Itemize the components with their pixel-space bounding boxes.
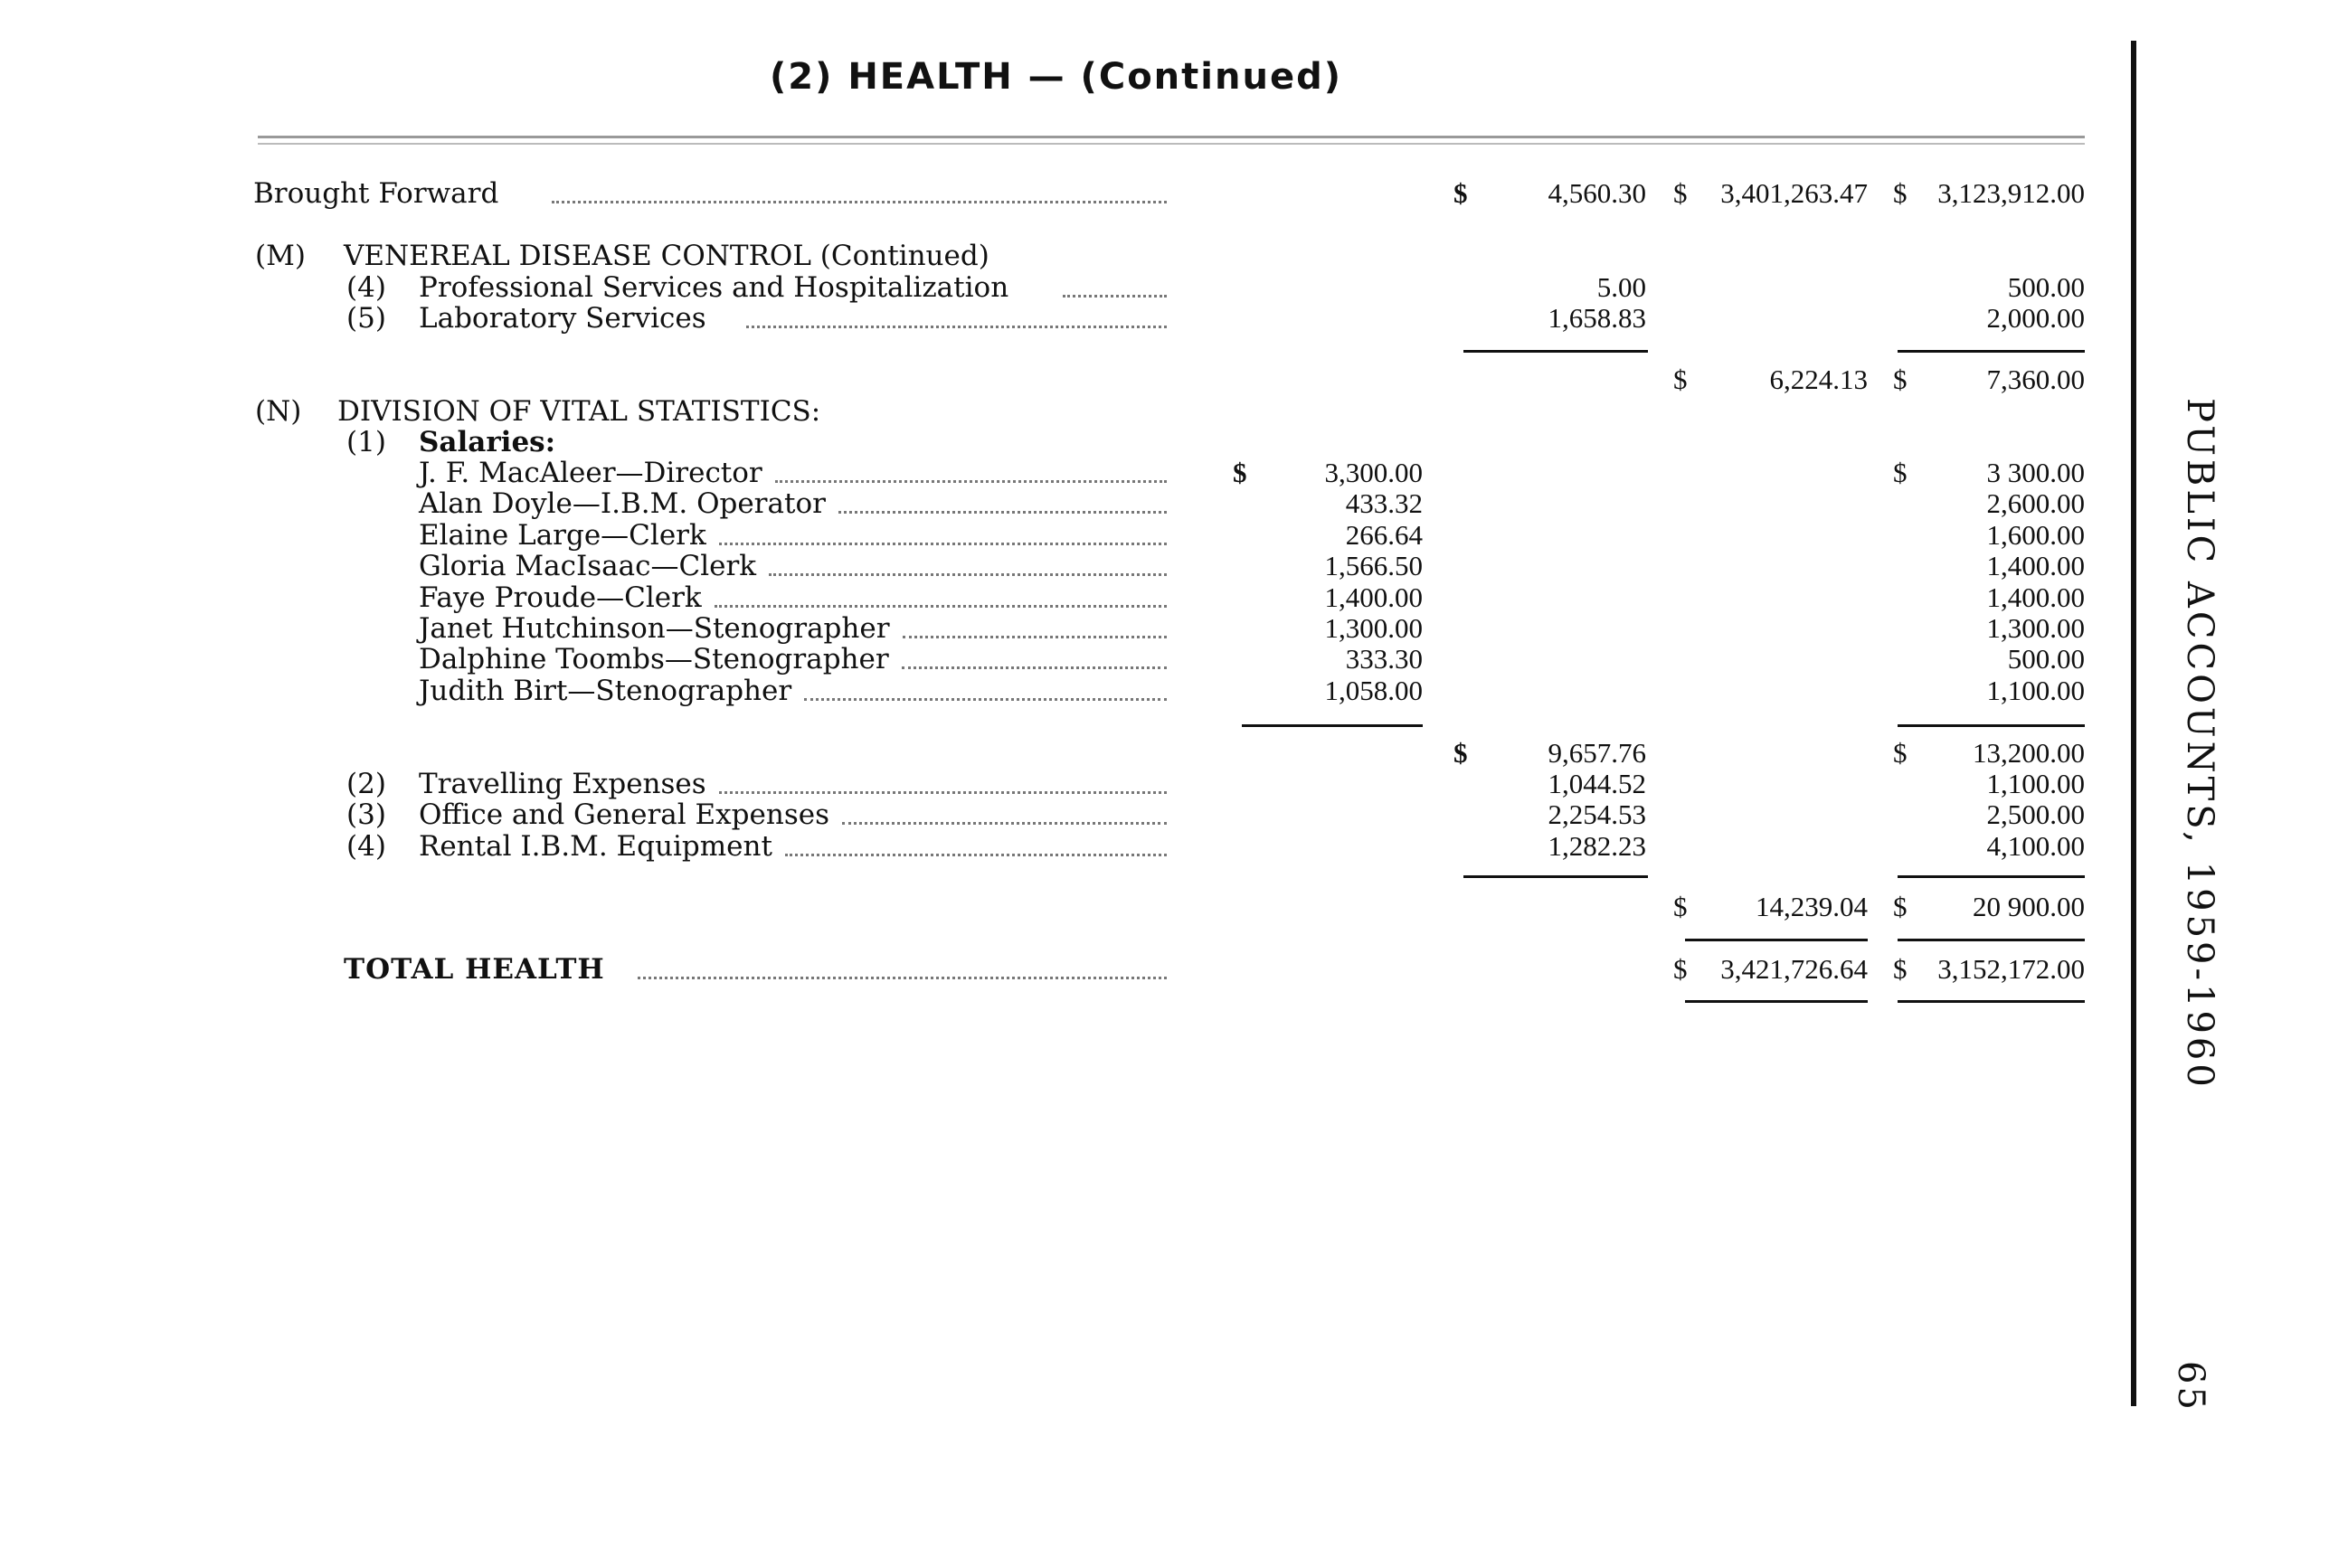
- leader-dots: [769, 573, 1167, 576]
- item-number: (4): [346, 271, 386, 304]
- total-label: TOTAL HEALTH: [344, 953, 605, 986]
- item-number: (1): [346, 426, 386, 458]
- salary-estimate-amount: 1,100.00: [1986, 675, 2085, 706]
- currency-sign: $: [1893, 953, 1908, 985]
- salary-estimate-amount: 1,400.00: [1986, 550, 2085, 581]
- amount: 3,152,172.00: [1937, 953, 2085, 985]
- leader-dots: [746, 326, 1167, 328]
- amount: 4,100.00: [1986, 830, 2085, 862]
- item-number: (4): [346, 830, 386, 863]
- total-double-rule: [1898, 1000, 2085, 1003]
- currency-sign: $: [1673, 364, 1688, 395]
- leader-dots: [903, 636, 1167, 638]
- page-number: 65: [2170, 1361, 2211, 1412]
- staff-name: Dalphine Toombs—Stenographer: [419, 643, 889, 675]
- currency-sign: $: [1893, 737, 1908, 769]
- salary-estimate-amount: 1,600.00: [1986, 519, 2085, 551]
- salary-estimate-amount: 1,300.00: [1986, 612, 2085, 644]
- staff-name: Gloria MacIsaac—Clerk: [419, 550, 757, 582]
- leader-dots: [1063, 295, 1167, 298]
- amount: 1,100.00: [1986, 768, 2085, 799]
- total-rule: [1898, 939, 2085, 941]
- amount: 6,224.13: [1769, 364, 1868, 395]
- currency-sign: $: [1673, 953, 1688, 985]
- leader-dots: [838, 511, 1167, 514]
- salaries-rule: [1898, 724, 2085, 727]
- header-rule-2: [258, 143, 2085, 145]
- item-number: (5): [346, 302, 386, 335]
- subtotal-rule: [1463, 875, 1648, 878]
- item-label: Professional Services and Hospitalization: [419, 271, 1009, 304]
- amount: 1,658.83: [1548, 302, 1646, 334]
- amount: 3,123,912.00: [1937, 177, 2085, 209]
- staff-name: Elaine Large—Clerk: [419, 519, 706, 552]
- staff-name: Judith Birt—Stenographer: [419, 675, 792, 707]
- total-rule: [1685, 939, 1868, 941]
- amount: 14,239.04: [1756, 891, 1868, 922]
- amount: 2,500.00: [1986, 798, 2085, 830]
- section-heading: VENEREAL DISEASE CONTROL (Continued): [344, 240, 989, 272]
- amount: 7,360.00: [1986, 364, 2085, 395]
- currency-sign: $: [1453, 177, 1468, 209]
- salary-paid-amount: 1,058.00: [1324, 675, 1423, 706]
- salary-estimate-amount: 2,600.00: [1986, 487, 2085, 519]
- salary-paid-amount: 333.30: [1345, 643, 1423, 675]
- subtotal-rule: [1898, 875, 2085, 878]
- amount: 20 900.00: [1973, 891, 2085, 922]
- amount: 3,401,263.47: [1720, 177, 1868, 209]
- leader-dots: [804, 698, 1167, 701]
- section-code: (M): [255, 240, 306, 272]
- staff-name: Janet Hutchinson—Stenographer: [419, 612, 890, 645]
- item-number: (2): [346, 768, 386, 800]
- leader-dots: [552, 201, 1167, 203]
- salary-estimate-amount: 1,400.00: [1986, 581, 2085, 613]
- currency-sign: $: [1893, 177, 1908, 209]
- currency-sign: $: [1233, 457, 1247, 488]
- currency-sign: $: [1893, 457, 1908, 488]
- salary-estimate-amount: 3 300.00: [1986, 457, 2085, 488]
- salary-paid-amount: 3,300.00: [1324, 457, 1423, 488]
- margin-bar: [2131, 41, 2136, 1406]
- item-label: Office and General Expenses: [419, 798, 829, 831]
- currency-sign: $: [1453, 737, 1468, 769]
- salary-paid-amount: 1,566.50: [1324, 550, 1423, 581]
- item-label: Laboratory Services: [419, 302, 706, 335]
- salaries-label: Salaries:: [419, 426, 556, 458]
- staff-name: J. F. MacAleer—Director: [419, 457, 762, 489]
- amount: 13,200.00: [1973, 737, 2085, 769]
- amount: 2,000.00: [1986, 302, 2085, 334]
- staff-name: Alan Doyle—I.B.M. Operator: [419, 487, 826, 520]
- currency-sign: $: [1673, 177, 1688, 209]
- header-rule: [258, 136, 2085, 138]
- salaries-rule: [1242, 724, 1423, 727]
- amount: 500.00: [2007, 271, 2085, 303]
- item-label: Rental I.B.M. Equipment: [419, 830, 772, 863]
- salary-paid-amount: 433.32: [1345, 487, 1423, 519]
- currency-sign: $: [1893, 891, 1908, 922]
- subtotal-rule: [1898, 350, 2085, 353]
- staff-name: Faye Proude—Clerk: [419, 581, 702, 614]
- salary-estimate-amount: 500.00: [2007, 643, 2085, 675]
- total-double-rule: [1685, 1000, 1868, 1003]
- amount: 1,282.23: [1548, 830, 1646, 862]
- leader-dots: [719, 791, 1167, 794]
- leader-dots: [785, 854, 1167, 856]
- currency-sign: $: [1673, 891, 1688, 922]
- amount: 5.00: [1596, 271, 1646, 303]
- currency-sign: $: [1893, 364, 1908, 395]
- salary-paid-amount: 1,300.00: [1324, 612, 1423, 644]
- subtotal-rule: [1463, 350, 1648, 353]
- leader-dots: [775, 480, 1167, 483]
- side-running-title: PUBLIC ACCOUNTS, 1959-1960: [2179, 398, 2220, 1091]
- item-number: (3): [346, 798, 386, 831]
- item-label: Travelling Expenses: [419, 768, 706, 800]
- amount: 1,044.52: [1548, 768, 1646, 799]
- section-heading: DIVISION OF VITAL STATISTICS:: [337, 395, 821, 428]
- page-title: (2) HEALTH — (Continued): [770, 56, 1342, 98]
- amount: 3,421,726.64: [1720, 953, 1868, 985]
- amount: 9,657.76: [1548, 737, 1646, 769]
- salary-paid-amount: 1,400.00: [1324, 581, 1423, 613]
- leader-dots: [902, 666, 1167, 669]
- salary-paid-amount: 266.64: [1345, 519, 1423, 551]
- amount: 2,254.53: [1548, 798, 1646, 830]
- section-code: (N): [255, 395, 302, 428]
- brought-forward-label: Brought Forward: [253, 177, 499, 210]
- leader-dots: [842, 822, 1167, 825]
- leader-dots: [638, 977, 1167, 979]
- leader-dots: [715, 605, 1167, 608]
- leader-dots: [719, 543, 1167, 545]
- amount: 4,560.30: [1548, 177, 1646, 209]
